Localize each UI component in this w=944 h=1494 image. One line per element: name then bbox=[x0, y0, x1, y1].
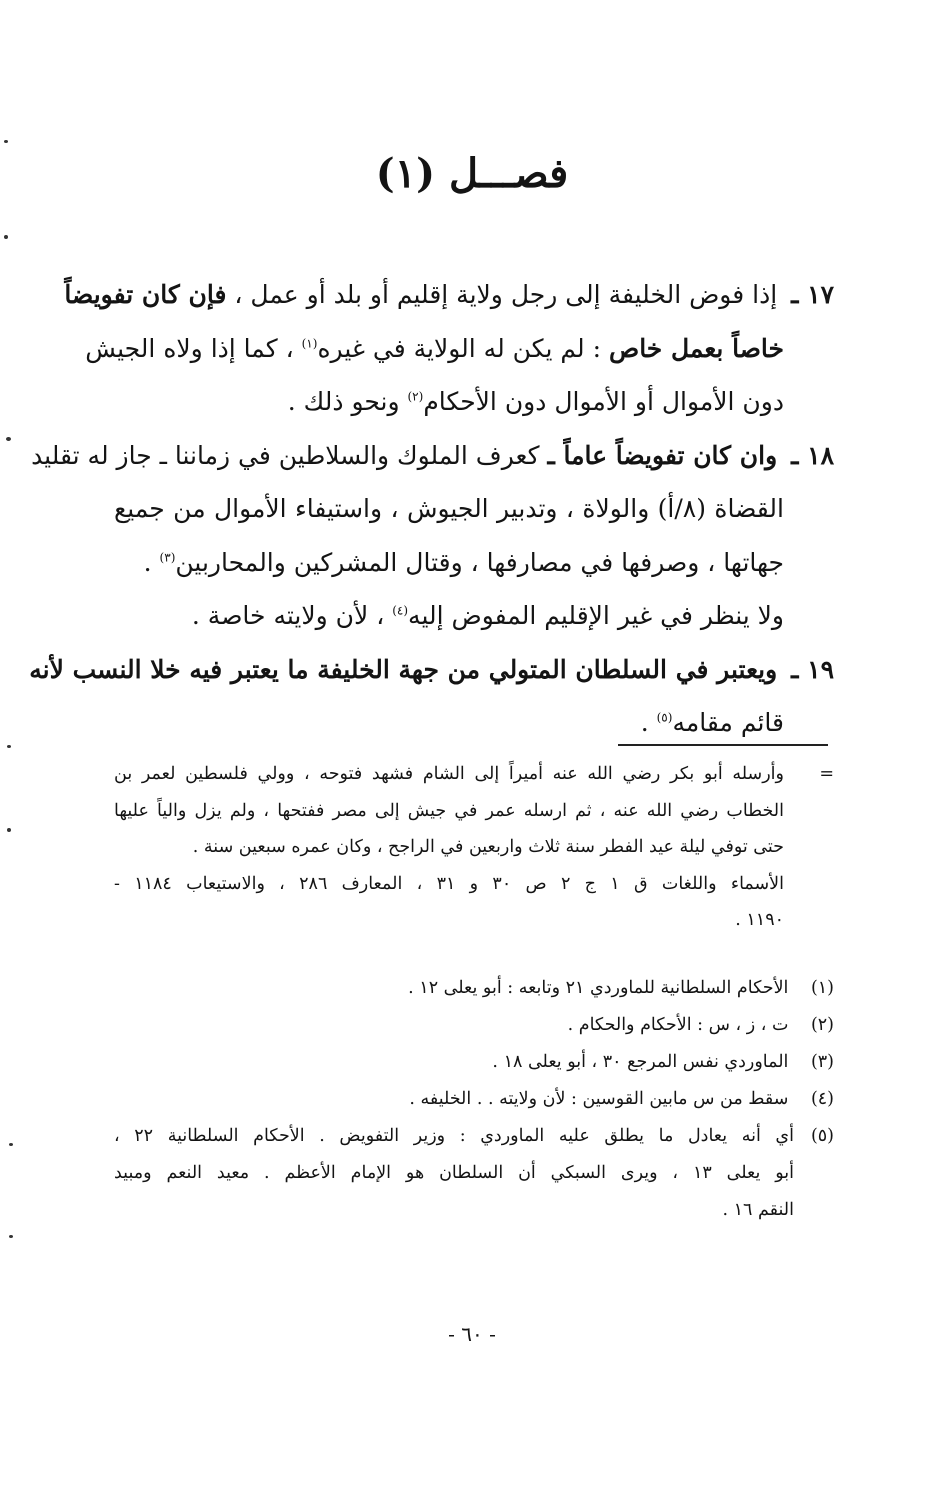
text-run: ، كما إذا ولاه الجيش bbox=[85, 333, 294, 363]
scan-speck bbox=[6, 437, 11, 441]
text-run: : لم يكن له الولاية في غيره bbox=[317, 333, 602, 363]
text-run: ونحو ذلك . bbox=[287, 387, 400, 416]
footnote-label: (٥) bbox=[810, 1126, 834, 1146]
footnote-label: (١) bbox=[810, 978, 834, 998]
footnote-3 bbox=[114, 1044, 834, 1081]
footnote-4 bbox=[114, 1081, 834, 1118]
footnote-separator bbox=[618, 744, 828, 746]
note-text: الأسماء واللغات ق ١ ج ٢ ص ٣٠ و ٣١ ، المعارف ٢٨٦ ، والاستيعاب ١١٨٤ - bbox=[114, 873, 785, 894]
note-line bbox=[114, 756, 834, 793]
footnote-text: أي أنه يعادل ما يطلق عليه الماوردي : وزير التفويض . الأحكام السلطانية ٢٢ ، bbox=[114, 1126, 794, 1146]
text-run: ، لأن ولايته خاصة . bbox=[191, 601, 385, 630]
paragraph-18-line-2 bbox=[114, 482, 834, 536]
footnote-5 bbox=[114, 1118, 834, 1155]
text-run bbox=[302, 334, 601, 363]
footnote-label: (٤) bbox=[810, 1089, 834, 1109]
footnote-reference: (٥) bbox=[656, 710, 673, 725]
text-run bbox=[160, 548, 784, 577]
paragraph-17-line-1 bbox=[64, 268, 834, 322]
heading-word: فصـــل bbox=[449, 150, 569, 197]
footnote-text: سقط من س مابين القوسين : لأن ولايته . . الخليفه . bbox=[409, 1089, 789, 1109]
note-line bbox=[114, 902, 834, 939]
note-line bbox=[114, 866, 834, 903]
footnote-text: الأحكام السلطانية للماوردي ٢١ وتابعه : أبو يعلى ١٢ . bbox=[408, 978, 789, 998]
footnote-text: النقم ١٦ . bbox=[722, 1200, 794, 1220]
note-text: حتى توفي ليلة عيد الفطر سنة ثلاث واربعين في الراجح ، وكان عمره سبعين سنة . bbox=[192, 837, 784, 857]
bold-text-run: وان كان تفويضاً عاماً ـ bbox=[547, 440, 778, 470]
note-line bbox=[114, 829, 834, 866]
scan-speck bbox=[9, 1235, 13, 1238]
footnote-label: (٣) bbox=[810, 1052, 834, 1072]
footnotes-list bbox=[114, 970, 834, 1229]
footnote-text: أبو يعلى ١٣ ، ويرى السبكي أن السلطان هو الإمام الأعظم . معيد النعم ومبيد bbox=[114, 1163, 795, 1183]
scan-speck bbox=[7, 828, 11, 832]
paragraph-18-line-1 bbox=[31, 429, 834, 483]
paragraph-number: ١٨ ـ bbox=[791, 440, 834, 470]
text-run: دون الأموال أو الأموال دون الأحكام bbox=[423, 387, 784, 416]
continued-footnote bbox=[114, 756, 834, 939]
text-run: ولا ينظر في غير الإقليم المفوض إليه bbox=[408, 601, 784, 630]
paragraph-17-line-2 bbox=[85, 322, 834, 376]
paragraph-17-line-3 bbox=[114, 375, 834, 429]
footnote-5-continued bbox=[114, 1155, 834, 1192]
footnote-reference: (٢) bbox=[407, 389, 424, 404]
text-run: كعرف الملوك والسلاطين في زماننا ـ جاز له تقليد bbox=[31, 440, 540, 470]
footnote-reference: (١) bbox=[301, 336, 318, 351]
page-number: - ٦٠ - bbox=[448, 1322, 496, 1346]
main-text bbox=[29, 268, 834, 750]
footnote-1 bbox=[114, 970, 834, 1007]
bold-text-run: فإن كان تفويضاً bbox=[64, 280, 227, 309]
text-run: قائم مقامه bbox=[672, 708, 784, 737]
footnote-text: ت ، ز ، س : الأحكام والحكام . bbox=[567, 1015, 789, 1035]
continuation-marker: = bbox=[819, 764, 834, 784]
paragraph-number: ١٩ ـ bbox=[791, 654, 834, 684]
bold-text-run: ويعتبر في السلطان المتولي من جهة الخليفة ما يعتبر فيه خلا النسب لأنه bbox=[29, 654, 778, 684]
footnote-reference: (٤) bbox=[392, 603, 409, 618]
heading-number: (١) bbox=[375, 150, 436, 197]
chapter-heading bbox=[0, 150, 944, 197]
scan-speck bbox=[4, 235, 8, 239]
paragraph-number: ١٧ ـ bbox=[791, 280, 834, 309]
footnote-label: (٢) bbox=[810, 1015, 834, 1035]
note-text: الخطاب رضي الله عنه ، ثم ارسله عمر في جيش إلى مصر ففتحها ، ولم يزل والياً عليها bbox=[114, 800, 784, 821]
footnote-2 bbox=[114, 1007, 834, 1044]
paragraph-19-line-2 bbox=[114, 696, 834, 750]
scan-speck bbox=[7, 745, 11, 748]
note-text: وأرسله أبو بكر رضي الله عنه أميراً إلى الشام فشهد فتوحه ، وولي فلسطين لعمر بن bbox=[114, 764, 784, 784]
text-run bbox=[407, 387, 784, 416]
text-run: . bbox=[640, 708, 649, 737]
text-run bbox=[392, 601, 784, 630]
text-run: القضاة (٨/أ) والولاة ، وتدبير الجيوش ، واستيفاء الأموال من جميع bbox=[114, 494, 784, 523]
bold-text-run: خاصاً بعمل خاص bbox=[608, 333, 784, 363]
text-run: إذا فوض الخليفة إلى رجل ولاية إقليم أو بلد أو عمل ، bbox=[234, 280, 778, 309]
note-line bbox=[114, 793, 834, 830]
footnote-5-continued bbox=[114, 1192, 834, 1229]
text-run bbox=[657, 708, 784, 737]
paragraph-18-line-3 bbox=[114, 536, 834, 590]
paragraph-18-line-4 bbox=[114, 589, 834, 643]
note-text: ١١٩٠ . bbox=[735, 910, 784, 930]
scan-speck bbox=[9, 1143, 13, 1146]
scan-speck bbox=[4, 140, 8, 143]
text-run: جهاتها ، وصرفها في مصارفها ، وقتال المشركين والمحاربين bbox=[175, 547, 784, 577]
footnote-reference: (٣) bbox=[159, 550, 176, 565]
footnote-text: الماوردي نفس المرجع ٣٠ ، أبو يعلى ١٨ . bbox=[492, 1052, 789, 1072]
paragraph-19-line-1 bbox=[29, 643, 834, 697]
text-run: . bbox=[143, 547, 152, 577]
